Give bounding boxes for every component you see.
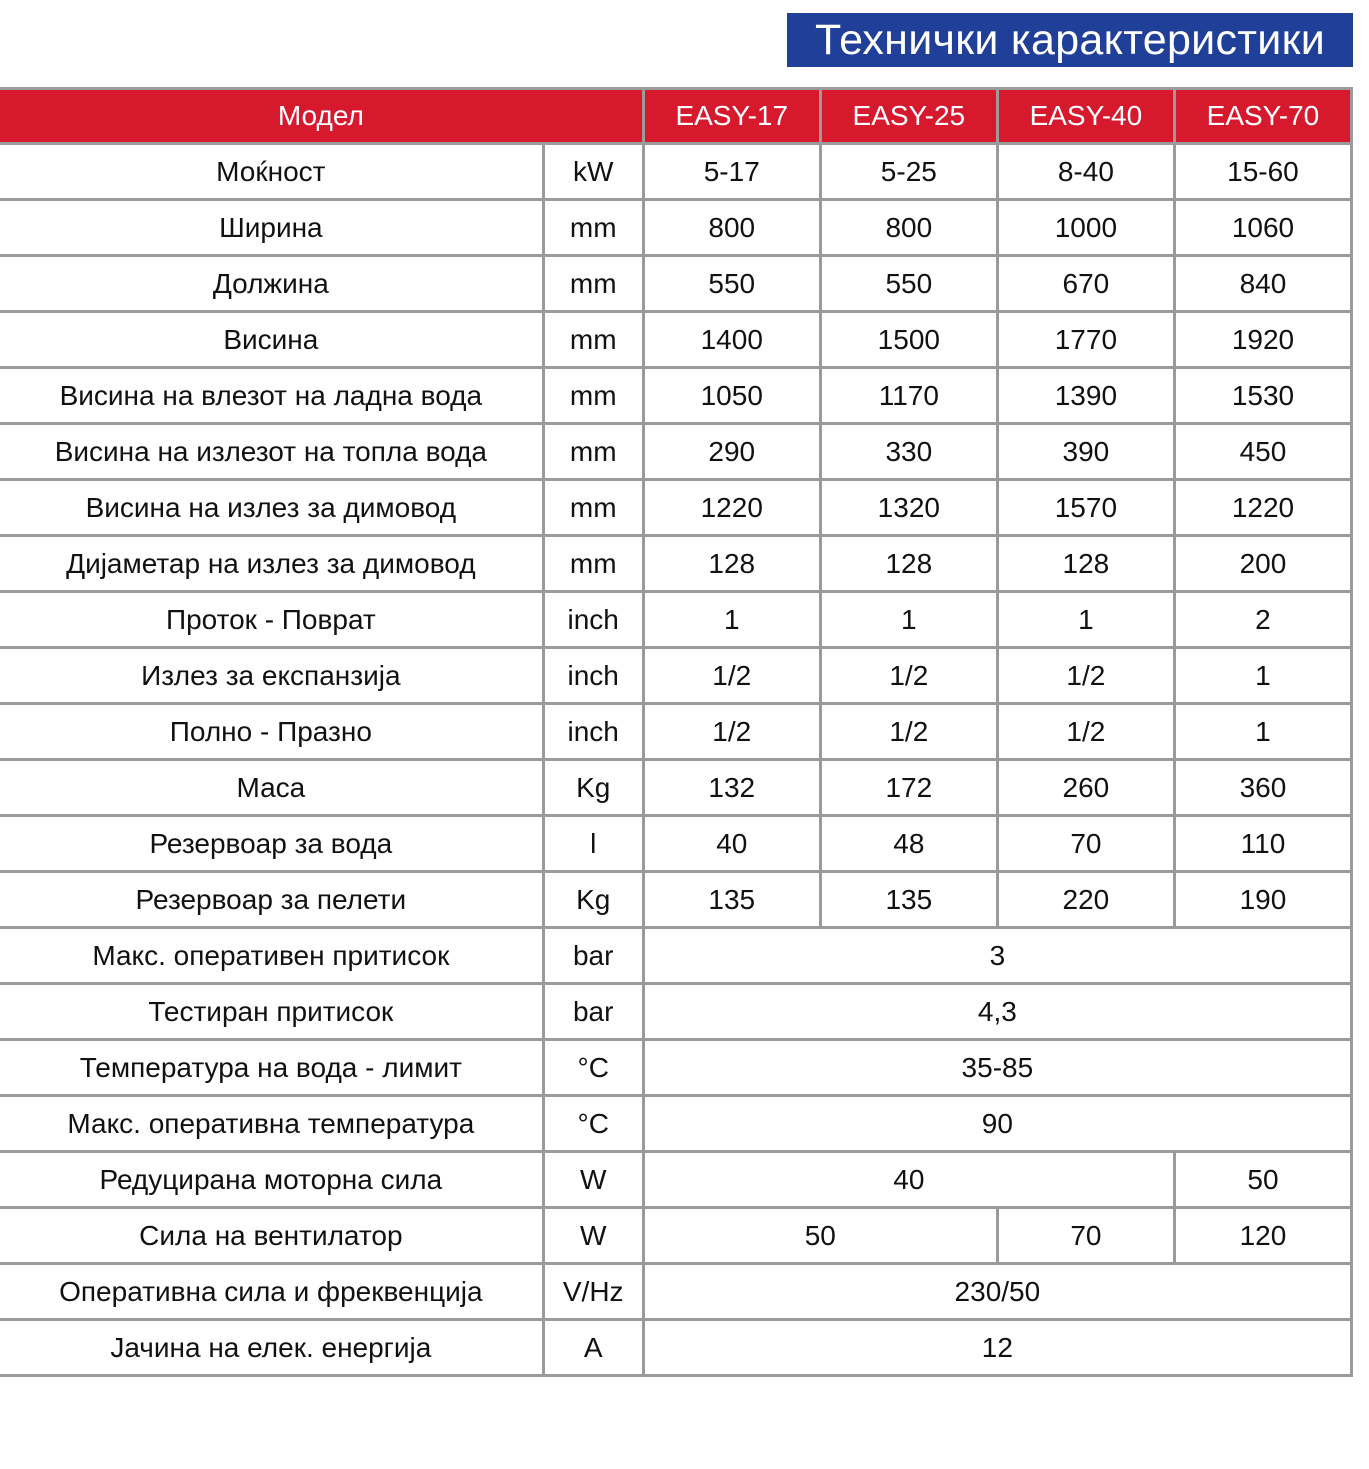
row-value: 1 bbox=[997, 592, 1174, 648]
row-value: 290 bbox=[643, 424, 820, 480]
row-value: 110 bbox=[1174, 816, 1351, 872]
row-value: 220 bbox=[997, 872, 1174, 928]
spec-table-body bbox=[0, 144, 1352, 1376]
row-label: Температура на вода - лимит bbox=[0, 1040, 543, 1096]
row-value: 800 bbox=[643, 200, 820, 256]
row-label: Висина на излезот на топла вода bbox=[0, 424, 543, 480]
row-value: 1060 bbox=[1174, 200, 1351, 256]
table-row bbox=[0, 424, 1352, 480]
row-value: 360 bbox=[1174, 760, 1351, 816]
row-label: Полно - Празно bbox=[0, 704, 543, 760]
row-value: 1220 bbox=[1174, 480, 1351, 536]
row-value: 1 bbox=[1174, 704, 1351, 760]
row-label: Тестиран притисок bbox=[0, 984, 543, 1040]
row-label: Редуцирана моторна сила bbox=[0, 1152, 543, 1208]
row-label: Висина на влезот на ладна вода bbox=[0, 368, 543, 424]
row-value: 1 bbox=[643, 592, 820, 648]
row-value: 128 bbox=[643, 536, 820, 592]
row-value: 1/2 bbox=[643, 648, 820, 704]
row-unit: kW bbox=[543, 144, 643, 200]
row-value: 1000 bbox=[997, 200, 1174, 256]
row-value: 5-17 bbox=[643, 144, 820, 200]
row-value: 5-25 bbox=[820, 144, 997, 200]
row-unit: Kg bbox=[543, 760, 643, 816]
row-unit: l bbox=[543, 816, 643, 872]
row-value: 132 bbox=[643, 760, 820, 816]
table-row bbox=[0, 648, 1352, 704]
table-row bbox=[0, 872, 1352, 928]
row-label: Резервоар за вода bbox=[0, 816, 543, 872]
row-unit: mm bbox=[543, 200, 643, 256]
row-value: 2 bbox=[1174, 592, 1351, 648]
row-value: 550 bbox=[643, 256, 820, 312]
row-label: Резервоар за пелети bbox=[0, 872, 543, 928]
row-unit: mm bbox=[543, 256, 643, 312]
row-value: 40 bbox=[643, 816, 820, 872]
row-unit: mm bbox=[543, 368, 643, 424]
row-value: 70 bbox=[997, 816, 1174, 872]
row-value: 172 bbox=[820, 760, 997, 816]
row-unit: W bbox=[543, 1152, 643, 1208]
row-value: 1400 bbox=[643, 312, 820, 368]
row-unit: V/Hz bbox=[543, 1264, 643, 1320]
row-value: 1/2 bbox=[643, 704, 820, 760]
row-label: Излез за експанзија bbox=[0, 648, 543, 704]
row-value: 1 bbox=[1174, 648, 1351, 704]
table-row bbox=[0, 984, 1352, 1040]
row-value: 15-60 bbox=[1174, 144, 1351, 200]
row-value: 1050 bbox=[643, 368, 820, 424]
row-unit: bar bbox=[543, 984, 643, 1040]
row-label: Оперативна сила и фреквенција bbox=[0, 1264, 543, 1320]
row-label: Макс. оперативен притисок bbox=[0, 928, 543, 984]
row-value: 230/50 bbox=[643, 1264, 1351, 1320]
row-value: 200 bbox=[1174, 536, 1351, 592]
header-model-easy-25: EASY-25 bbox=[820, 89, 997, 144]
row-value: 550 bbox=[820, 256, 997, 312]
row-label: Висина на излез за димовод bbox=[0, 480, 543, 536]
row-unit: A bbox=[543, 1320, 643, 1376]
table-row bbox=[0, 480, 1352, 536]
row-value: 40 bbox=[643, 1152, 1174, 1208]
row-value: 330 bbox=[820, 424, 997, 480]
table-row bbox=[0, 536, 1352, 592]
table-row bbox=[0, 928, 1352, 984]
row-value: 135 bbox=[820, 872, 997, 928]
row-value: 50 bbox=[643, 1208, 997, 1264]
table-row bbox=[0, 1264, 1352, 1320]
row-value: 1320 bbox=[820, 480, 997, 536]
row-value: 4,3 bbox=[643, 984, 1351, 1040]
row-value: 1220 bbox=[643, 480, 820, 536]
row-value: 1/2 bbox=[997, 648, 1174, 704]
page-title: Технички карактеристики bbox=[787, 13, 1353, 67]
row-value: 1500 bbox=[820, 312, 997, 368]
row-unit: inch bbox=[543, 592, 643, 648]
table-row bbox=[0, 704, 1352, 760]
row-unit: Kg bbox=[543, 872, 643, 928]
row-value: 1/2 bbox=[820, 648, 997, 704]
row-unit: mm bbox=[543, 312, 643, 368]
row-label: Маса bbox=[0, 760, 543, 816]
row-value: 1 bbox=[820, 592, 997, 648]
row-value: 48 bbox=[820, 816, 997, 872]
row-value: 390 bbox=[997, 424, 1174, 480]
row-unit: W bbox=[543, 1208, 643, 1264]
table-row bbox=[0, 200, 1352, 256]
table-row bbox=[0, 144, 1352, 200]
table-row bbox=[0, 368, 1352, 424]
row-label: Јачина на елек. енергија bbox=[0, 1320, 543, 1376]
row-value: 1390 bbox=[997, 368, 1174, 424]
header-model-easy-17: EASY-17 bbox=[643, 89, 820, 144]
row-label: Ширина bbox=[0, 200, 543, 256]
row-value: 70 bbox=[997, 1208, 1174, 1264]
table-row bbox=[0, 1152, 1352, 1208]
table-row bbox=[0, 592, 1352, 648]
spec-table bbox=[0, 87, 1353, 1377]
row-unit: bar bbox=[543, 928, 643, 984]
row-label: Макс. оперативна температура bbox=[0, 1096, 543, 1152]
row-value: 260 bbox=[997, 760, 1174, 816]
row-value: 128 bbox=[997, 536, 1174, 592]
header-model-easy-70: EASY-70 bbox=[1174, 89, 1351, 144]
row-value: 670 bbox=[997, 256, 1174, 312]
row-label: Висина bbox=[0, 312, 543, 368]
row-unit: inch bbox=[543, 648, 643, 704]
row-label: Сила на вентилатор bbox=[0, 1208, 543, 1264]
row-value: 12 bbox=[643, 1320, 1351, 1376]
table-row bbox=[0, 1040, 1352, 1096]
row-unit: °C bbox=[543, 1040, 643, 1096]
table-row bbox=[0, 1096, 1352, 1152]
row-value: 190 bbox=[1174, 872, 1351, 928]
row-value: 800 bbox=[820, 200, 997, 256]
row-unit: mm bbox=[543, 424, 643, 480]
row-unit: °C bbox=[543, 1096, 643, 1152]
row-value: 450 bbox=[1174, 424, 1351, 480]
row-value: 1170 bbox=[820, 368, 997, 424]
row-value: 8-40 bbox=[997, 144, 1174, 200]
row-unit: inch bbox=[543, 704, 643, 760]
table-row bbox=[0, 1208, 1352, 1264]
row-value: 1770 bbox=[997, 312, 1174, 368]
row-value: 90 bbox=[643, 1096, 1351, 1152]
row-value: 1920 bbox=[1174, 312, 1351, 368]
table-row bbox=[0, 816, 1352, 872]
row-value: 50 bbox=[1174, 1152, 1351, 1208]
table-row bbox=[0, 256, 1352, 312]
row-label: Моќност bbox=[0, 144, 543, 200]
row-value: 1/2 bbox=[997, 704, 1174, 760]
row-label: Проток - Поврат bbox=[0, 592, 543, 648]
table-header-row bbox=[0, 89, 1352, 144]
row-value: 1/2 bbox=[820, 704, 997, 760]
table-row bbox=[0, 312, 1352, 368]
header-model-label: Модел bbox=[0, 89, 643, 144]
row-value: 3 bbox=[643, 928, 1351, 984]
row-value: 128 bbox=[820, 536, 997, 592]
row-value: 840 bbox=[1174, 256, 1351, 312]
row-unit: mm bbox=[543, 480, 643, 536]
table-row bbox=[0, 760, 1352, 816]
header-model-easy-40: EASY-40 bbox=[997, 89, 1174, 144]
row-value: 1530 bbox=[1174, 368, 1351, 424]
row-value: 35-85 bbox=[643, 1040, 1351, 1096]
row-value: 120 bbox=[1174, 1208, 1351, 1264]
row-value: 1570 bbox=[997, 480, 1174, 536]
row-unit: mm bbox=[543, 536, 643, 592]
row-label: Дијаметар на излез за димовод bbox=[0, 536, 543, 592]
row-label: Должина bbox=[0, 256, 543, 312]
row-value: 135 bbox=[643, 872, 820, 928]
table-row bbox=[0, 1320, 1352, 1376]
